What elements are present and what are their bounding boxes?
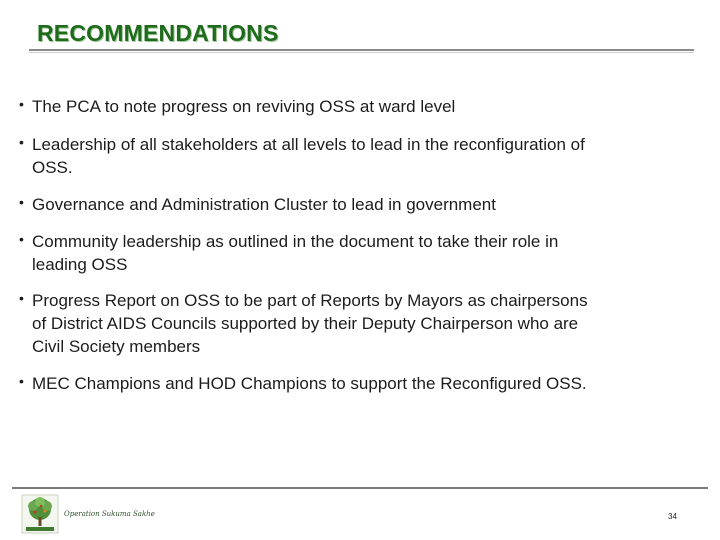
bullet-text: MEC Champions and HOD Champions to support the Reconfigured OSS. — [32, 374, 587, 393]
bullet-dot-icon: • — [19, 134, 24, 150]
bullet-item — [19, 133, 699, 179]
bullet-dot-icon: • — [19, 373, 24, 389]
bullet-item — [19, 230, 699, 276]
page-number: 34 — [668, 512, 677, 521]
bullet-dot-icon: • — [19, 231, 24, 247]
bullet-text: Leadership of all stakeholders at all levels to lead in the reconfiguration of OSS. — [32, 135, 585, 177]
slide-title: RECOMMENDATIONS — [37, 20, 279, 46]
bullet-text: The PCA to note progress on reviving OSS at ward level — [32, 97, 456, 116]
bullet-dot-icon: • — [19, 290, 24, 306]
bullet-text: Community leadership as outlined in the document to take their role in leading OSS — [32, 232, 559, 274]
bullet-item — [19, 95, 699, 118]
bullet-dot-icon: • — [19, 96, 24, 112]
bullet-text: Governance and Administration Cluster to lead in government — [32, 195, 496, 214]
tree-logo-icon — [20, 493, 60, 535]
bullet-text: Progress Report on OSS to be part of Reports by Mayors as chairpersons of District AIDS Councils supported by their Deputy Chairperson who are Civil Society members — [32, 291, 588, 356]
footer-divider — [12, 487, 708, 489]
bullet-item — [19, 372, 699, 395]
title-divider-shadow — [29, 52, 694, 53]
bullet-item — [19, 289, 699, 358]
title-divider — [29, 49, 694, 51]
footer-caption: Operation Sukuma Sakhe — [64, 510, 155, 518]
bullet-dot-icon: • — [19, 194, 24, 210]
bullet-item — [19, 193, 699, 216]
